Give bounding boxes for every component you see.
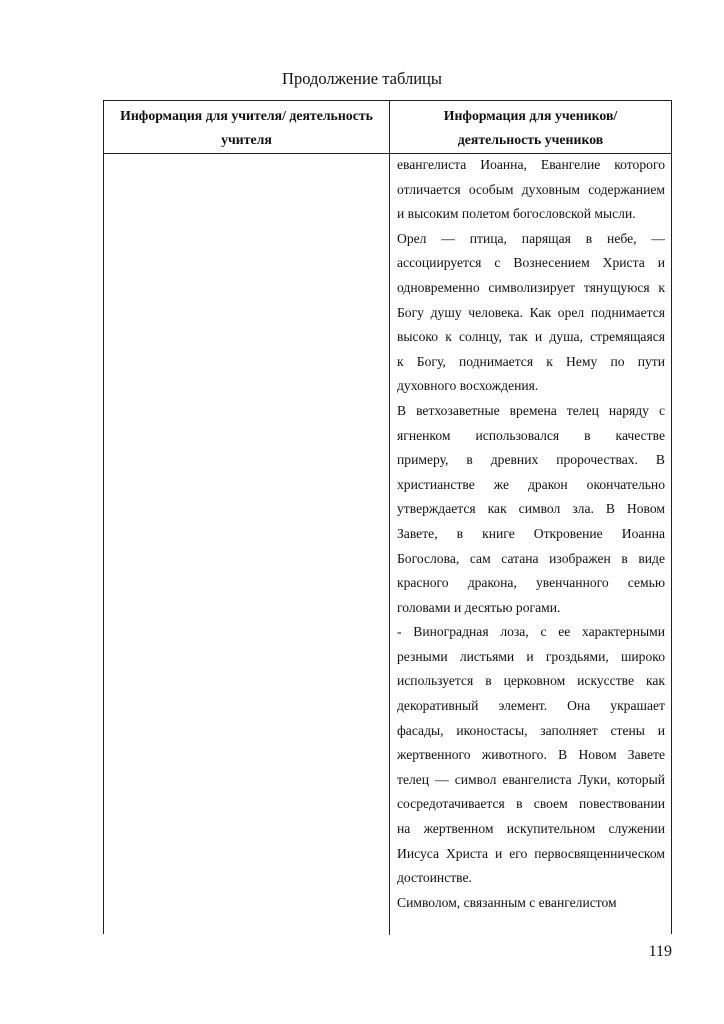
student-text-line: сосредотачивается в своем повествовании — [397, 796, 665, 812]
table-continuation-caption: Продолжение таблицы — [282, 69, 442, 88]
student-text-line: примеру, в древних пророчествах. В — [397, 452, 665, 468]
student-text-line: достоинстве. — [397, 870, 472, 886]
student-text-line: телец — символ евангелиста Луки, который — [397, 771, 665, 787]
table-header-row — [104, 101, 671, 154]
student-text-line: В ветхозаветные времена телец наряду с — [397, 402, 665, 418]
student-text-line: отличается особым духовным содержанием — [397, 181, 665, 197]
student-text-line: Орел — птица, парящая в небе, — — [397, 230, 665, 246]
student-text-line: Богослова, сам сатана изображен в виде — [397, 550, 665, 566]
page-number: 119 — [648, 943, 672, 960]
teacher-header-line-1: Информация для учителя/ деятельность — [120, 108, 373, 123]
student-text-line: Завете, в книге Откровение Иоанна — [397, 525, 665, 541]
student-header-line-1: Информация для учеников/ — [443, 108, 618, 123]
student-text-line: используется в церковном искусстве как — [397, 673, 665, 689]
student-text-line: - Виноградная лоза, с ее характерными — [397, 624, 665, 640]
student-text-line: Иисуса Христа и его первосвященническом — [397, 845, 665, 861]
student-text-line: высоко к солнцу, так и душа, стремящаяся — [397, 329, 665, 345]
content-table — [103, 100, 672, 934]
student-text-line: жертвенного животного. В Новом Завете — [397, 747, 665, 763]
student-text-line: декоративный элемент. Она украшает — [397, 698, 665, 714]
student-text-line: одновременно символизирует тянущуюся к — [397, 279, 665, 295]
column-divider — [389, 101, 390, 935]
student-text-line: евангелиста Иоанна, Евангелие которого — [397, 157, 665, 172]
student-header-line-2: деятельность учеников — [457, 132, 604, 147]
student-text-line: фасады, иконостасы, заполняет стены и — [397, 722, 665, 738]
student-text-line: Символом, связанным с евангелистом — [397, 894, 617, 910]
student-text-line: резными листьями и гроздьями, широко — [397, 648, 665, 664]
student-text-line: головами и десятью рогами. — [397, 599, 561, 615]
student-text-line: Богу душу человека. Как орел поднимается — [397, 304, 665, 320]
student-text-line: духовного восхождения. — [397, 378, 539, 394]
student-text-line: к Богу, поднимается к Нему по пути — [397, 353, 665, 369]
student-text-line: ассоциируется с Вознесением Христа и — [397, 255, 665, 271]
student-text-line: на жертвенном искупительном служении — [397, 821, 665, 837]
student-column-header — [390, 104, 671, 152]
student-text-line: утверждается как символ зла. В Новом — [397, 501, 665, 517]
student-text-line: и высоким полетом богословской мысли. — [397, 206, 636, 222]
teacher-header-line-2: учителя — [221, 132, 272, 147]
student-text-line: ягненком использовался в качестве — [397, 427, 665, 443]
student-text-line: красного дракона, увенчанного семью — [397, 575, 665, 591]
student-text-line: христианстве же дракон окончательно — [397, 476, 665, 492]
teacher-column-header — [104, 104, 389, 152]
student-column-cell — [397, 153, 665, 915]
